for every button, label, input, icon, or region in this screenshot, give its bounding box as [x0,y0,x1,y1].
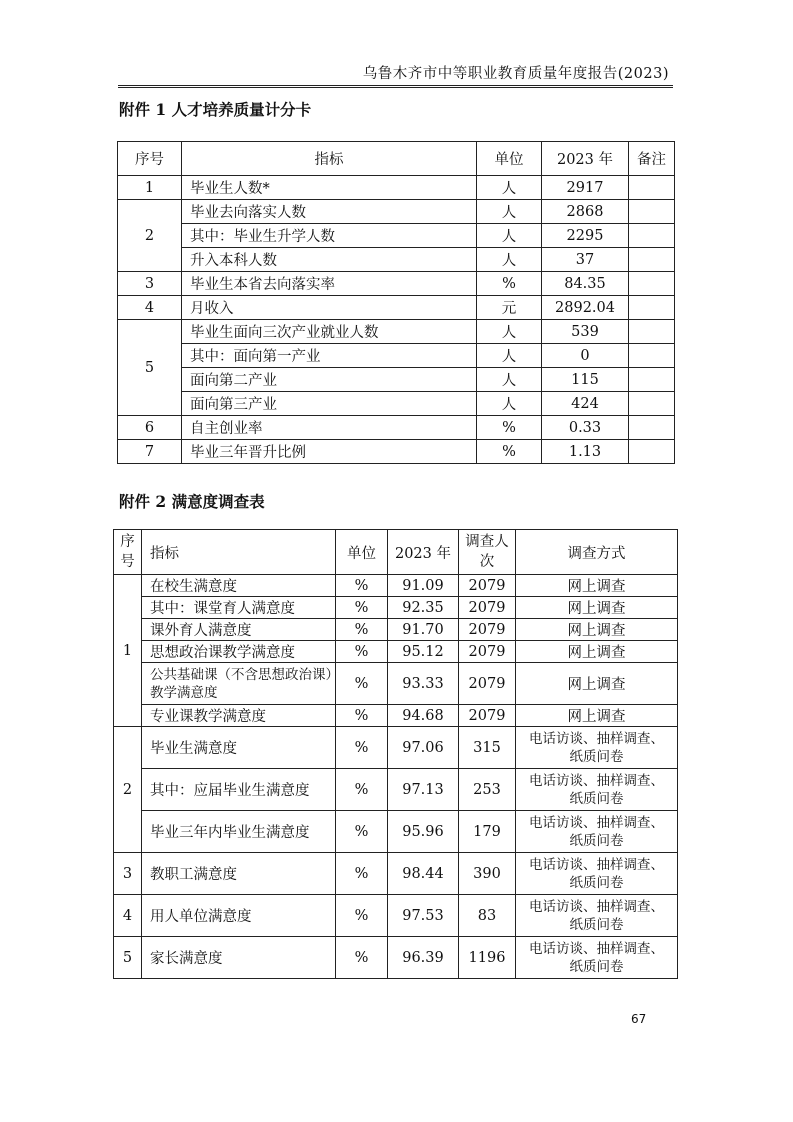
table-row [114,811,678,853]
unit-cell: % [336,769,388,811]
column-header: 2023 年 [388,530,459,575]
indicator-cell: 其中：面向第一产业 [182,344,477,368]
page-number: 67 [631,1012,647,1026]
table-row [118,224,675,248]
table-row [118,440,675,464]
count-cell: 2079 [459,641,516,663]
table-row [118,296,675,320]
count-cell: 2079 [459,705,516,727]
value-cell: 96.39 [388,937,459,979]
table-row [114,641,678,663]
row-number: 4 [114,895,142,937]
row-number: 5 [114,937,142,979]
unit-cell: 人 [477,368,542,392]
indicator-cell: 面向第二产业 [182,368,477,392]
table-row [118,392,675,416]
note-cell [629,176,675,200]
section1-title: 附件 1 人才培养质量计分卡 [119,100,312,119]
unit-cell: % [477,416,542,440]
indicator-cell: 在校生满意度 [142,575,336,597]
method-cell: 网上调查 [516,619,678,641]
value-cell: 92.35 [388,597,459,619]
unit-cell: % [336,619,388,641]
indicator-cell: 毕业去向落实人数 [182,200,477,224]
value-cell: 98.44 [388,853,459,895]
method-cell: 电话访谈、抽样调查、纸质问卷 [516,769,678,811]
indicator-cell: 其中：课堂育人满意度 [142,597,336,619]
method-cell: 网上调查 [516,597,678,619]
table-row [114,727,678,769]
note-cell [629,248,675,272]
table-row [114,769,678,811]
unit-cell: % [336,597,388,619]
column-header: 2023 年 [542,142,629,176]
note-cell [629,392,675,416]
table-row [114,619,678,641]
unit-cell: % [336,895,388,937]
method-cell: 网上调查 [516,641,678,663]
unit-cell: % [477,440,542,464]
value-cell: 115 [542,368,629,392]
method-cell: 电话访谈、抽样调查、纸质问卷 [516,937,678,979]
report-header-title: 乌鲁木齐市中等职业教育质量年度报告(2023) [362,66,669,82]
section2-title: 附件 2 满意度调查表 [119,492,265,511]
note-cell [629,440,675,464]
unit-cell: 人 [477,248,542,272]
unit-cell: % [336,663,388,705]
table-row [114,597,678,619]
column-header: 序号 [114,530,142,575]
method-cell: 电话访谈、抽样调查、纸质问卷 [516,727,678,769]
value-cell: 95.12 [388,641,459,663]
indicator-cell: 毕业三年晋升比例 [182,440,477,464]
value-cell: 0 [542,344,629,368]
table-row [118,176,675,200]
indicator-cell: 教职工满意度 [142,853,336,895]
value-cell: 84.35 [542,272,629,296]
value-cell: 94.68 [388,705,459,727]
note-cell [629,200,675,224]
unit-cell: 人 [477,344,542,368]
count-cell: 2079 [459,575,516,597]
unit-cell: % [336,575,388,597]
indicator-cell: 自主创业率 [182,416,477,440]
column-header: 序号 [118,142,182,176]
indicator-cell: 其中：应届毕业生满意度 [142,769,336,811]
column-header: 单位 [477,142,542,176]
indicator-cell: 毕业生人数* [182,176,477,200]
method-cell: 电话访谈、抽样调查、纸质问卷 [516,853,678,895]
table-row [114,705,678,727]
indicator-cell: 月收入 [182,296,477,320]
table-row [118,344,675,368]
header-rule [118,85,673,88]
note-cell [629,296,675,320]
row-number: 3 [118,272,182,296]
value-cell: 93.33 [388,663,459,705]
table-row [114,937,678,979]
unit-cell: 人 [477,176,542,200]
count-cell: 2079 [459,663,516,705]
count-cell: 315 [459,727,516,769]
unit-cell: 人 [477,392,542,416]
count-cell: 2079 [459,597,516,619]
count-cell: 2079 [459,619,516,641]
row-number: 2 [118,200,182,272]
column-header: 调查人次 [459,530,516,575]
indicator-cell: 面向第三产业 [182,392,477,416]
indicator-cell: 用人单位满意度 [142,895,336,937]
indicator-cell: 家长满意度 [142,937,336,979]
note-cell [629,272,675,296]
indicator-cell: 课外育人满意度 [142,619,336,641]
indicator-cell: 升入本科人数 [182,248,477,272]
indicator-cell: 思想政治课教学满意度 [142,641,336,663]
unit-cell: 人 [477,320,542,344]
value-cell: 2917 [542,176,629,200]
count-cell: 1196 [459,937,516,979]
value-cell: 424 [542,392,629,416]
indicator-cell: 毕业三年内毕业生满意度 [142,811,336,853]
value-cell: 97.06 [388,727,459,769]
unit-cell: % [336,727,388,769]
unit-cell: 人 [477,224,542,248]
table-row [118,320,675,344]
note-cell [629,368,675,392]
indicator-cell: 其中：毕业生升学人数 [182,224,477,248]
count-cell: 253 [459,769,516,811]
talent-scorecard-table [117,141,675,464]
method-cell: 网上调查 [516,705,678,727]
indicator-cell: 专业课教学满意度 [142,705,336,727]
value-cell: 37 [542,248,629,272]
value-cell: 539 [542,320,629,344]
table-header-row [114,530,678,575]
row-number: 1 [118,176,182,200]
column-header: 备注 [629,142,675,176]
unit-cell: % [336,811,388,853]
count-cell: 390 [459,853,516,895]
unit-cell: % [336,641,388,663]
satisfaction-survey-table [113,529,678,979]
method-cell: 网上调查 [516,663,678,705]
unit-cell: % [336,937,388,979]
row-number: 6 [118,416,182,440]
table-row [118,416,675,440]
table-row [114,853,678,895]
row-number: 1 [114,575,142,727]
unit-cell: % [477,272,542,296]
value-cell: 2892.04 [542,296,629,320]
value-cell: 2295 [542,224,629,248]
value-cell: 97.53 [388,895,459,937]
table-row [118,248,675,272]
count-cell: 83 [459,895,516,937]
row-number: 4 [118,296,182,320]
note-cell [629,320,675,344]
row-number: 5 [118,320,182,416]
value-cell: 91.70 [388,619,459,641]
method-cell: 电话访谈、抽样调查、纸质问卷 [516,895,678,937]
value-cell: 1.13 [542,440,629,464]
unit-cell: % [336,705,388,727]
table-row [114,575,678,597]
column-header: 指标 [182,142,477,176]
unit-cell: 人 [477,200,542,224]
table-row [118,368,675,392]
indicator-cell: 毕业生满意度 [142,727,336,769]
value-cell: 2868 [542,200,629,224]
indicator-cell: 毕业生面向三次产业就业人数 [182,320,477,344]
method-cell: 电话访谈、抽样调查、纸质问卷 [516,811,678,853]
count-cell: 179 [459,811,516,853]
unit-cell: % [336,853,388,895]
row-number: 7 [118,440,182,464]
value-cell: 97.13 [388,769,459,811]
column-header: 调查方式 [516,530,678,575]
note-cell [629,416,675,440]
value-cell: 95.96 [388,811,459,853]
table-row [118,272,675,296]
method-cell: 网上调查 [516,575,678,597]
table-header-row [118,142,675,176]
note-cell [629,224,675,248]
column-header: 指标 [142,530,336,575]
unit-cell: 元 [477,296,542,320]
table-row [118,200,675,224]
indicator-cell: 公共基础课（不含思想政治课）教学满意度 [142,663,336,705]
column-header: 单位 [336,530,388,575]
table-row [114,663,678,705]
value-cell: 91.09 [388,575,459,597]
note-cell [629,344,675,368]
value-cell: 0.33 [542,416,629,440]
row-number: 2 [114,727,142,853]
table-row [114,895,678,937]
indicator-cell: 毕业生本省去向落实率 [182,272,477,296]
row-number: 3 [114,853,142,895]
